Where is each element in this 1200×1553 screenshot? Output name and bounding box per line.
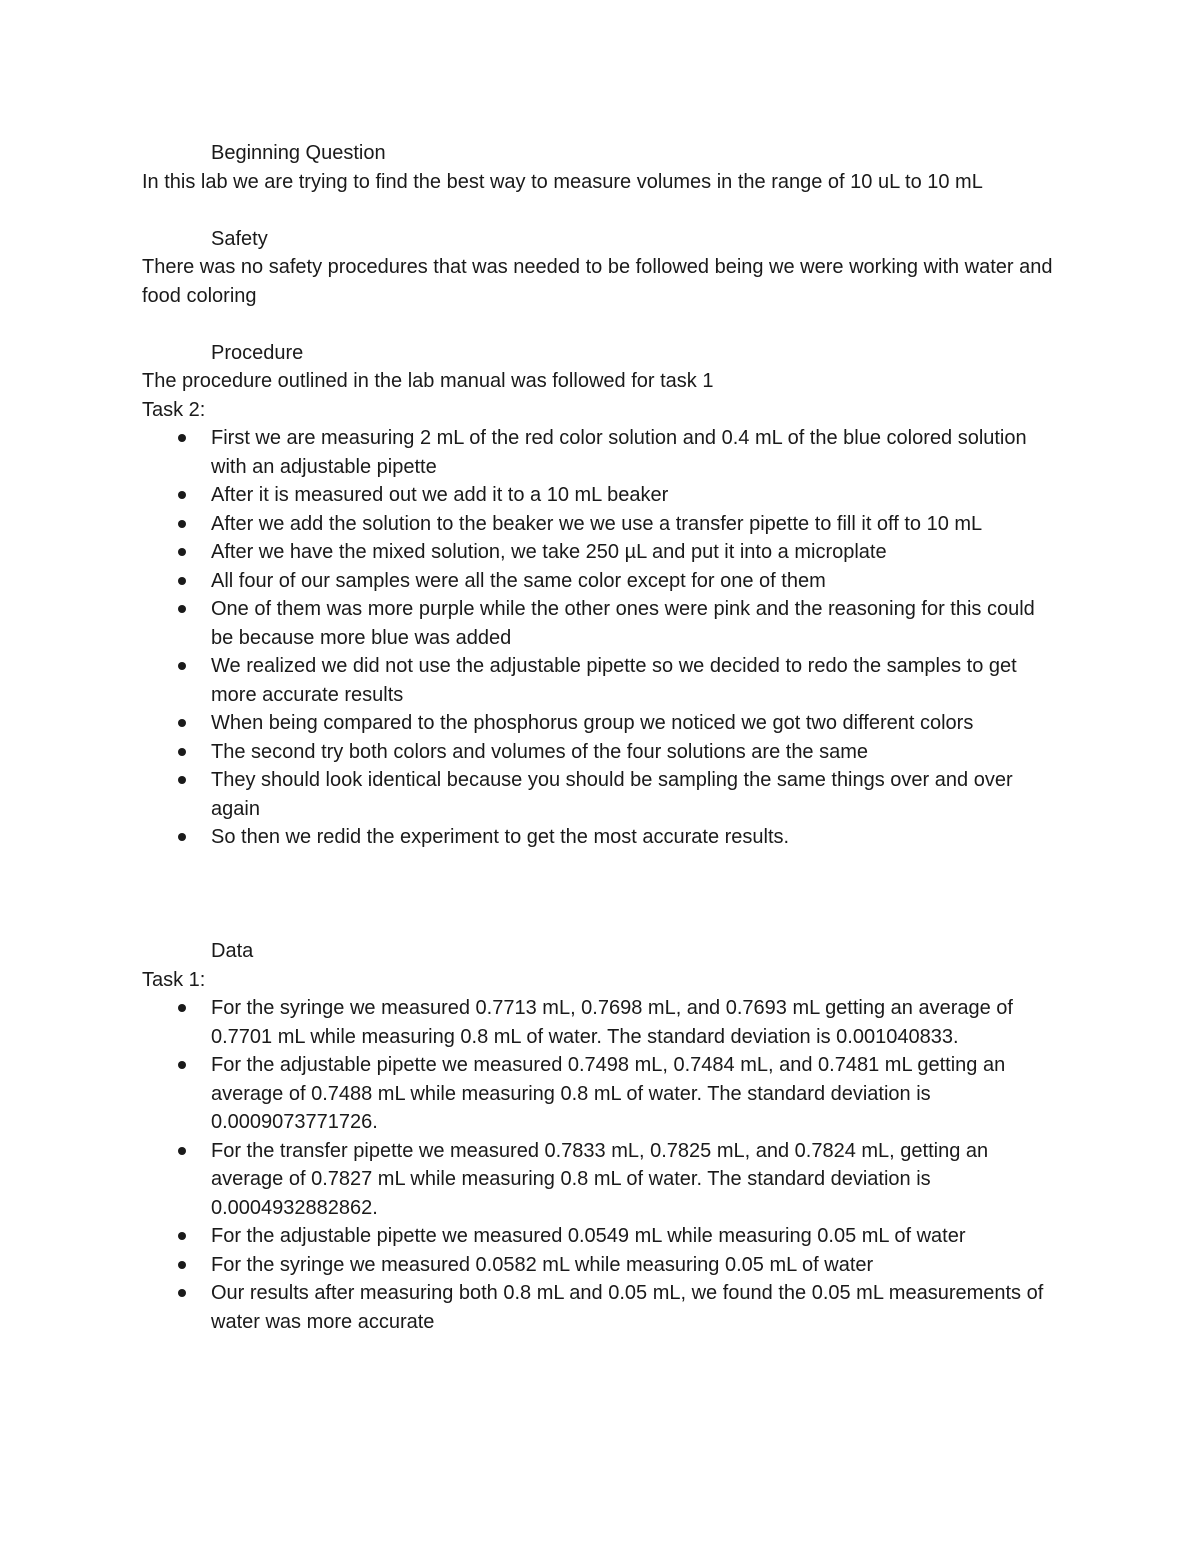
bullet-icon [178, 491, 186, 499]
data-bullet-list [142, 994, 1062, 1336]
spacer [142, 196, 1062, 225]
list-item-text: We realized we did not use the adjustable pipette so we decided to redo the samples to get more accurate results [211, 655, 1017, 706]
list-item-text: For the adjustable pipette we measured 0.7498 mL, 0.7484 mL, and 0.7481 mL getting an average of 0.7488 mL while measuring 0.8 mL of water. The standard deviation is 0.0009073771726. [211, 1054, 1006, 1133]
list-item [211, 538, 1062, 567]
bullet-icon [178, 548, 186, 556]
bullet-icon [178, 434, 186, 442]
list-item-text: They should look identical because you should be sampling the same things over and over again [211, 769, 1013, 820]
list-item [211, 994, 1062, 1051]
list-item [211, 567, 1062, 596]
list-item-text: For the transfer pipette we measured 0.7833 mL, 0.7825 mL, and 0.7824 mL, getting an average of 0.7827 mL while measuring 0.8 mL of water. The standard deviation is 0.0004932882862. [211, 1139, 989, 1219]
bullet-icon [178, 833, 186, 841]
procedure-intro: The procedure outlined in the lab manual was followed for task 1 [142, 370, 714, 392]
list-item [211, 1137, 1062, 1223]
procedure-heading: Procedure [211, 341, 304, 364]
list-item [211, 510, 1062, 539]
procedure-task-label: Task 2: [142, 398, 206, 421]
list-item-text: So then we redid the experiment to get the most accurate results. [211, 826, 790, 848]
data-task-label: Task 1: [142, 968, 206, 991]
list-item-text: The second try both colors and volumes of the four solutions are the same [211, 740, 869, 763]
list-item [211, 481, 1062, 510]
bullet-icon [178, 1289, 186, 1297]
list-item-text: After we have the mixed solution, we take 250 µL and put it into a microplate [211, 541, 887, 563]
list-item-text: For the syringe we measured 0.7713 mL, 0.7698 mL, and 0.7693 mL getting an average of 0.7701 mL while measuring 0.8 mL of water. The standard deviation is 0.001040833. [211, 997, 1013, 1048]
list-item [211, 1251, 1062, 1280]
bullet-icon [178, 719, 186, 727]
list-item-text: When being compared to the phosphorus group we noticed we got two different colors [211, 712, 974, 734]
bullet-icon [178, 748, 186, 756]
beginning-question-text: In this lab we are trying to find the best way to measure volumes in the range of 10 uL to 10 mL [142, 170, 983, 193]
safety-text: There was no safety procedures that was needed to be followed being we were working with water and food coloring [142, 256, 1053, 307]
list-item-text: For the syringe we measured 0.0582 mL while measuring 0.05 mL of water [211, 1253, 874, 1276]
data-heading: Data [211, 940, 254, 962]
list-item [211, 1279, 1062, 1336]
document-page [142, 139, 1062, 1336]
list-item-text: After we add the solution to the beaker we we use a transfer pipette to fill it off to 10 mL [211, 512, 983, 535]
procedure-bullet-list [142, 424, 1062, 852]
bullet-icon [178, 1232, 186, 1240]
list-item-text: For the adjustable pipette we measured 0.0549 mL while measuring 0.05 mL of water [211, 1225, 966, 1247]
list-item [211, 738, 1062, 767]
list-item-text: First we are measuring 2 mL of the red color solution and 0.4 mL of the blue colored solution with an adjustable pipette [211, 427, 1027, 478]
list-item-text: Our results after measuring both 0.8 mL and 0.05 mL, we found the 0.05 mL measurements of water was more accurate [211, 1282, 1044, 1333]
list-item-text: After it is measured out we add it to a 10 mL beaker [211, 484, 669, 506]
bullet-icon [178, 1061, 186, 1069]
list-item [211, 766, 1062, 823]
list-item [211, 424, 1062, 481]
bullet-icon [178, 605, 186, 613]
list-item [211, 595, 1062, 652]
bullet-icon [178, 1261, 186, 1269]
bullet-icon [178, 1147, 186, 1155]
list-item [211, 1051, 1062, 1137]
list-item [211, 823, 1062, 852]
bullet-icon [178, 577, 186, 585]
spacer [142, 852, 1062, 938]
list-item-text: One of them was more purple while the other ones were pink and the reasoning for this could be because more blue was added [211, 598, 1035, 649]
safety-heading: Safety [211, 227, 268, 250]
bullet-icon [178, 776, 186, 784]
spacer [142, 310, 1062, 339]
beginning-question-heading: Beginning Question [211, 142, 386, 164]
bullet-icon [178, 662, 186, 670]
list-item-text: All four of our samples were all the same color except for one of them [211, 569, 826, 592]
list-item [211, 709, 1062, 738]
bullet-icon [178, 1004, 186, 1012]
list-item [211, 652, 1062, 709]
bullet-icon [178, 520, 186, 528]
list-item [211, 1222, 1062, 1251]
